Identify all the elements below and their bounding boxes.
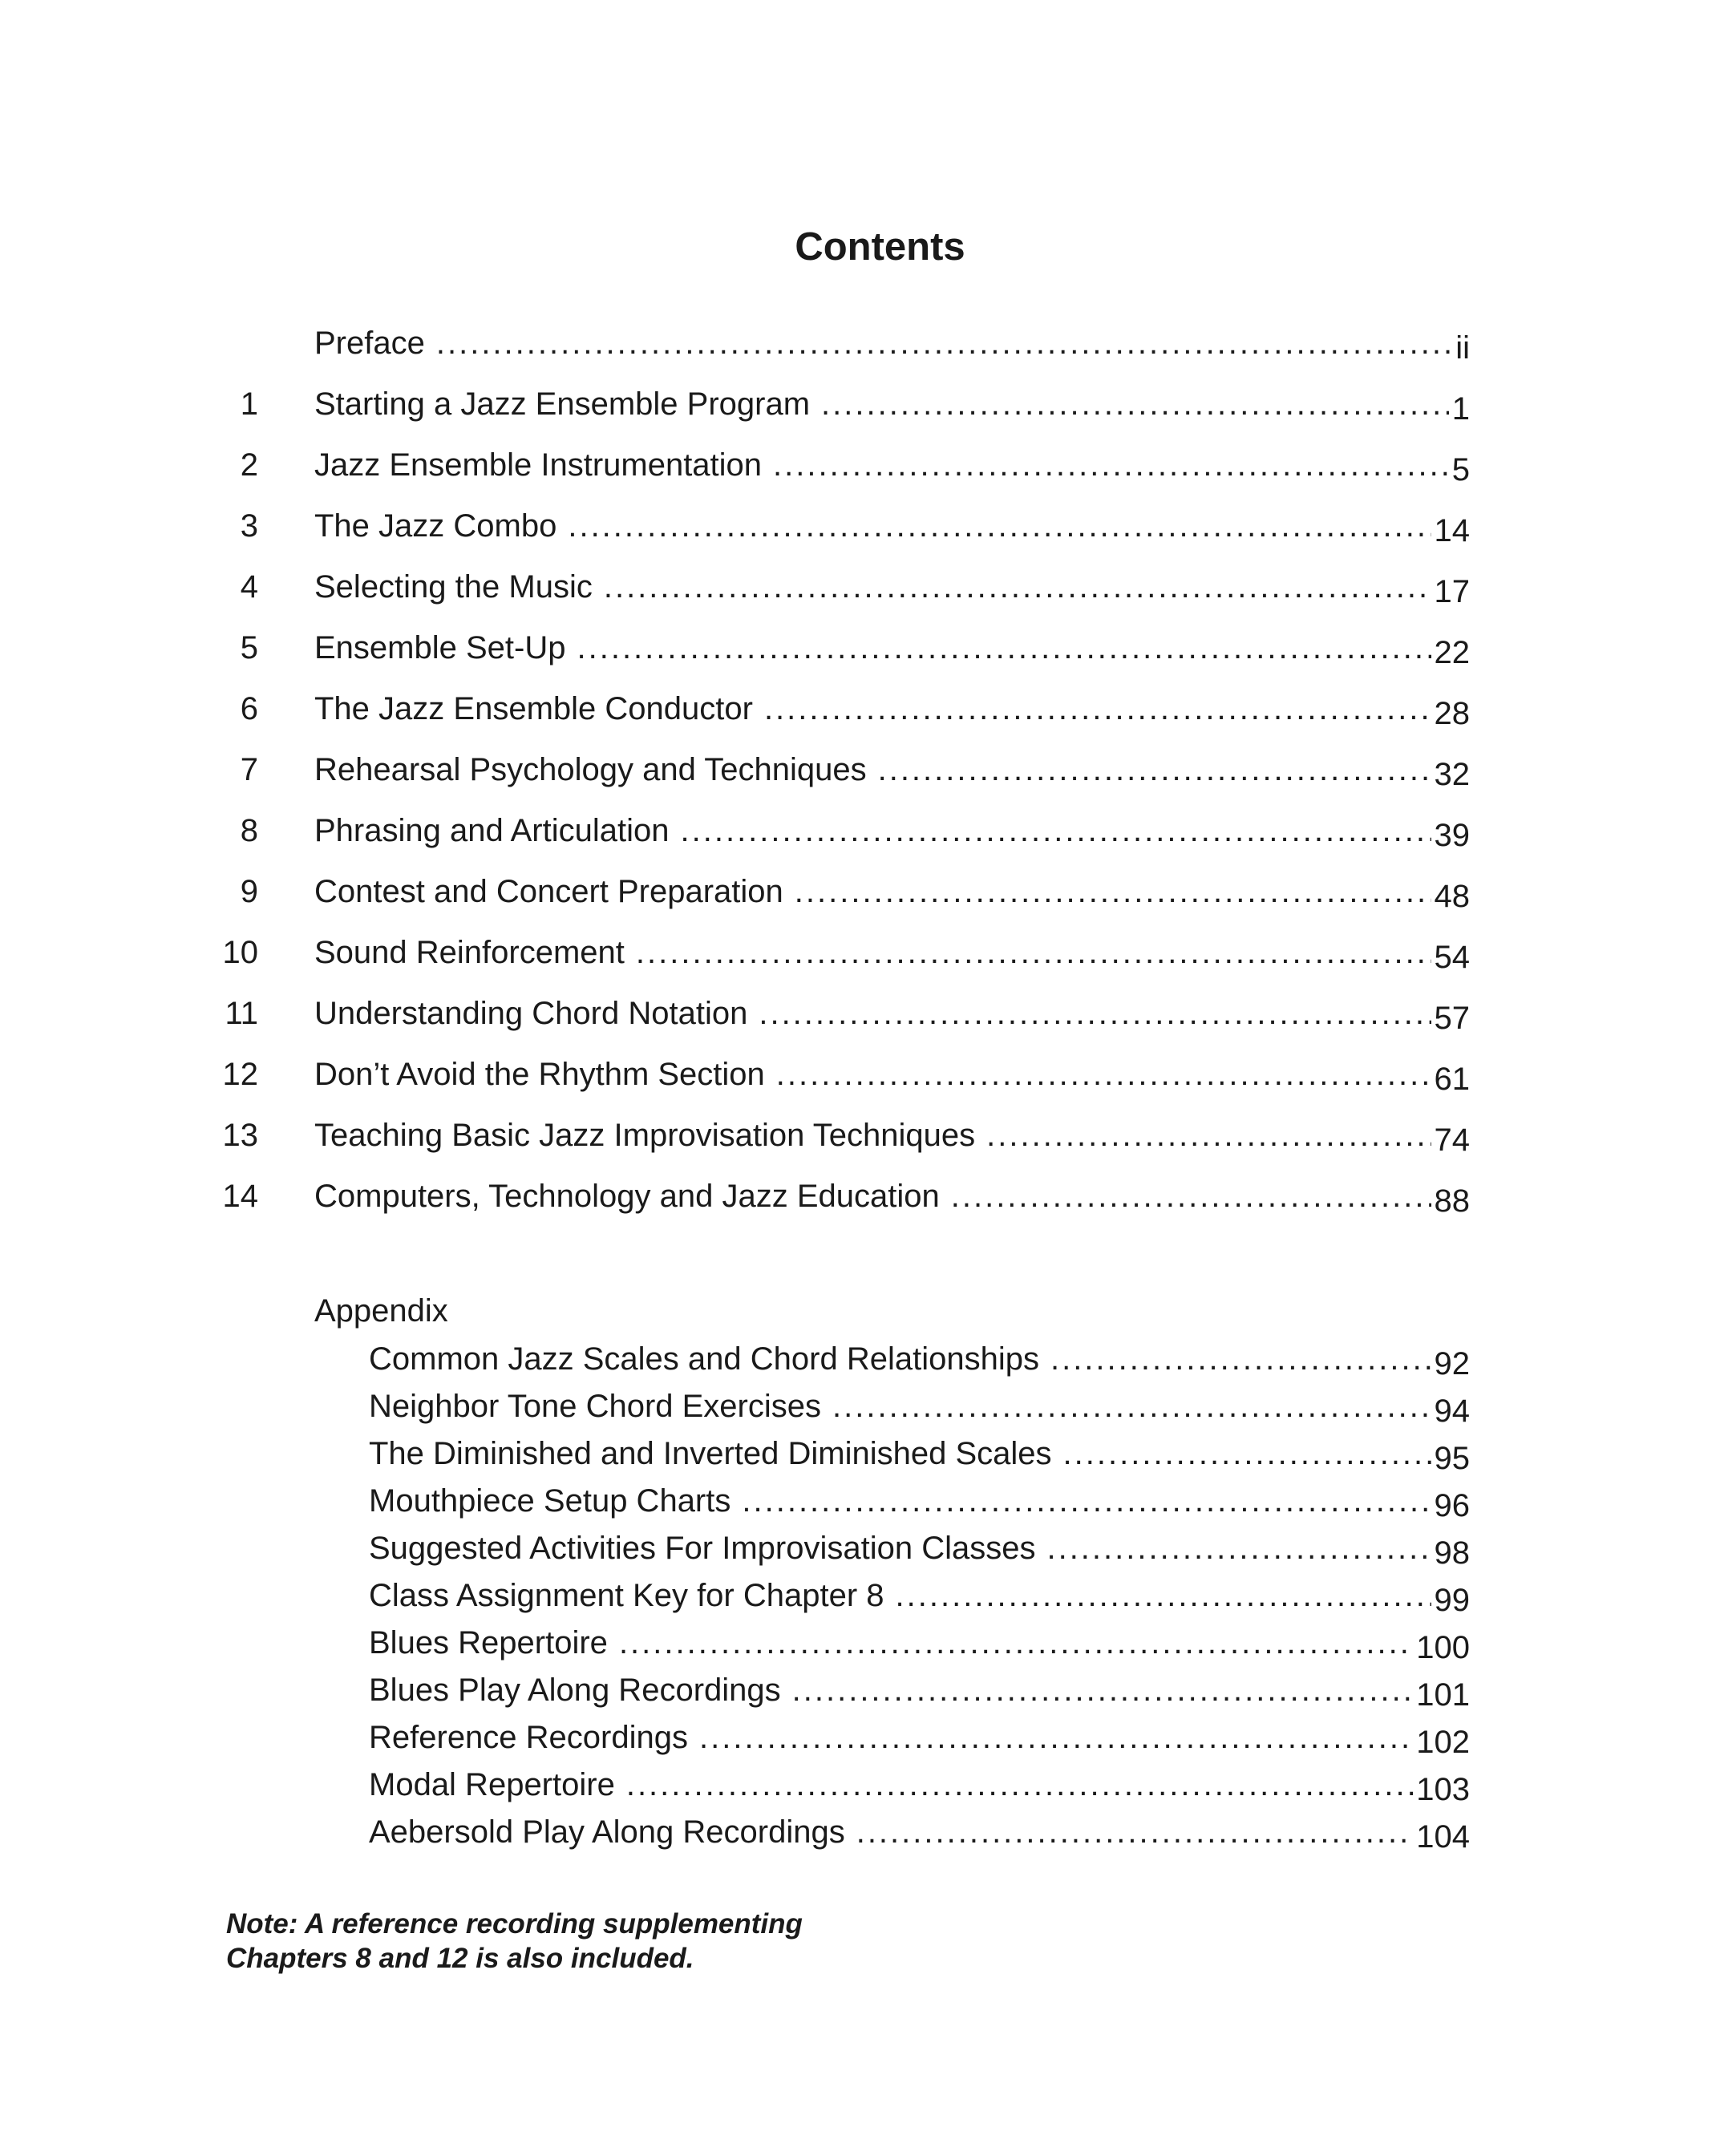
page-number: 100: [1416, 1630, 1470, 1665]
toc-label: Common Jazz Scales and Chord Relationships: [369, 1341, 1039, 1377]
page-number: 104: [1416, 1819, 1470, 1855]
page-number: 95: [1434, 1441, 1470, 1476]
dot-leader: [832, 1382, 1431, 1430]
dot-leader: [878, 746, 1431, 794]
toc-entry: [314, 989, 1470, 1038]
dot-leader: [1050, 1335, 1431, 1383]
dot-leader: [742, 1477, 1431, 1525]
toc-entry: [314, 1050, 1470, 1098]
toc-label: The Jazz Combo: [314, 508, 557, 544]
page-number: 1: [1451, 391, 1470, 427]
toc-entry: [314, 563, 1470, 611]
page-number: 101: [1416, 1677, 1470, 1713]
toc-entry: [369, 1335, 1470, 1383]
dot-leader: [795, 868, 1431, 916]
footnote-line: Chapters 8 and 12 is also included.: [226, 1943, 694, 1974]
page-number: ii: [1455, 330, 1470, 366]
page-number: 92: [1434, 1346, 1470, 1381]
chapter-number: 13: [222, 1118, 258, 1153]
toc-label: Blues Repertoire: [369, 1625, 608, 1660]
toc-label: Jazz Ensemble Instrumentation: [314, 447, 763, 483]
footnote: [226, 1907, 803, 1976]
chapter-number: 2: [240, 447, 258, 483]
page-title: Contents: [795, 225, 965, 269]
toc-label: Modal Repertoire: [369, 1767, 615, 1802]
chapter-number: 1: [240, 386, 258, 422]
dot-leader: [577, 624, 1431, 672]
chapter-number: 7: [240, 752, 258, 787]
dot-leader: [636, 928, 1431, 977]
toc-entry: [314, 380, 1470, 428]
toc-entry: [314, 624, 1470, 672]
dot-leader: [568, 502, 1431, 550]
chapter-number: 8: [240, 813, 258, 848]
toc-label: Sound Reinforcement: [314, 935, 625, 970]
toc-label: Mouthpiece Setup Charts: [369, 1483, 731, 1519]
page-number: 14: [1434, 513, 1470, 548]
toc-label: Selecting the Music: [314, 569, 593, 605]
page-number: 88: [1434, 1183, 1470, 1219]
dot-leader: [896, 1571, 1431, 1620]
page-number: 98: [1434, 1535, 1470, 1571]
appendix-heading: Appendix: [314, 1293, 448, 1329]
chapter-number: 10: [222, 935, 258, 970]
toc-label: Blues Play Along Recordings: [369, 1673, 781, 1708]
toc-entry: [369, 1666, 1470, 1714]
toc-entry: [369, 1524, 1470, 1572]
page-number: 61: [1434, 1062, 1470, 1097]
toc-label: Class Assignment Key for Chapter 8: [369, 1578, 884, 1613]
chapter-number: 4: [240, 569, 258, 605]
page-number: 103: [1416, 1772, 1470, 1807]
page-number: 48: [1434, 879, 1470, 914]
page-number: 96: [1434, 1488, 1470, 1523]
dot-leader: [436, 319, 1452, 367]
dot-leader: [626, 1761, 1413, 1809]
page-number: 54: [1434, 940, 1470, 975]
footnote-line: Note: A reference recording supplementing: [226, 1908, 803, 1940]
toc-entry: [314, 807, 1470, 855]
chapter-number: 11: [225, 996, 258, 1031]
toc-label: Suggested Activities For Improvisation Classes: [369, 1531, 1036, 1566]
page-number: 94: [1434, 1394, 1470, 1429]
toc-entry: [314, 319, 1470, 367]
dot-leader: [1046, 1524, 1431, 1572]
page-number: 28: [1434, 696, 1470, 731]
page-number: 99: [1434, 1583, 1470, 1618]
toc-label: Starting a Jazz Ensemble Program: [314, 386, 811, 422]
dot-leader: [951, 1172, 1431, 1220]
page-number: 57: [1434, 1001, 1470, 1036]
dot-leader: [759, 989, 1431, 1038]
toc-label: Understanding Chord Notation: [314, 996, 748, 1031]
toc-entry: [314, 746, 1470, 794]
dot-leader: [776, 1050, 1431, 1098]
toc-label: Ensemble Set-Up: [314, 630, 566, 665]
toc-label: Aebersold Play Along Recordings: [369, 1814, 845, 1850]
toc-entry: [369, 1713, 1470, 1762]
page-number: 17: [1434, 574, 1470, 609]
toc-entry: [314, 868, 1470, 916]
dot-leader: [821, 380, 1449, 428]
chapter-number: 12: [222, 1057, 258, 1092]
page-number: 74: [1434, 1122, 1470, 1158]
dot-leader: [1063, 1430, 1431, 1478]
dot-leader: [773, 441, 1449, 489]
chapter-number: 9: [240, 874, 258, 909]
chapter-number: 14: [222, 1179, 258, 1214]
toc-entry: [314, 502, 1470, 550]
toc-label: The Diminished and Inverted Diminished Scales: [369, 1436, 1052, 1471]
chapter-number: 5: [240, 630, 258, 665]
dot-leader: [681, 807, 1431, 855]
toc-entry: [369, 1761, 1470, 1809]
toc-entry: [369, 1808, 1470, 1856]
dot-leader: [604, 563, 1431, 611]
toc-label: Contest and Concert Preparation: [314, 874, 783, 909]
dot-leader: [699, 1713, 1413, 1762]
toc-label: Neighbor Tone Chord Exercises: [369, 1389, 822, 1424]
toc-label: Preface: [314, 326, 425, 361]
page-number: 32: [1434, 757, 1470, 792]
toc-label: Don’t Avoid the Rhythm Section: [314, 1057, 765, 1092]
dot-leader: [986, 1111, 1431, 1159]
page-number: 102: [1416, 1725, 1470, 1760]
dot-leader: [619, 1619, 1413, 1667]
toc-entry: [314, 441, 1470, 489]
page-number: 39: [1434, 818, 1470, 853]
toc-entry: [314, 1111, 1470, 1159]
page-number: 5: [1451, 452, 1470, 487]
toc-entry: [369, 1430, 1470, 1478]
toc-label: Rehearsal Psychology and Techniques: [314, 752, 867, 787]
toc-entry: [314, 685, 1470, 733]
toc-entry: [314, 928, 1470, 977]
toc-entry: [369, 1619, 1470, 1667]
dot-leader: [792, 1666, 1414, 1714]
dot-leader: [856, 1808, 1414, 1856]
page-number: 22: [1434, 635, 1470, 670]
toc-label: Computers, Technology and Jazz Education: [314, 1179, 940, 1214]
toc-label: Phrasing and Articulation: [314, 813, 670, 848]
toc-entry: [369, 1477, 1470, 1525]
chapter-number: 6: [240, 691, 258, 726]
toc-entry: [369, 1571, 1470, 1620]
toc-entry: [369, 1382, 1470, 1430]
dot-leader: [764, 685, 1431, 733]
toc-label: Teaching Basic Jazz Improvisation Techniques: [314, 1118, 976, 1153]
toc-entry: [314, 1172, 1470, 1220]
toc-label: Reference Recordings: [369, 1720, 688, 1755]
toc-label: The Jazz Ensemble Conductor: [314, 691, 753, 726]
chapter-number: 3: [240, 508, 258, 544]
